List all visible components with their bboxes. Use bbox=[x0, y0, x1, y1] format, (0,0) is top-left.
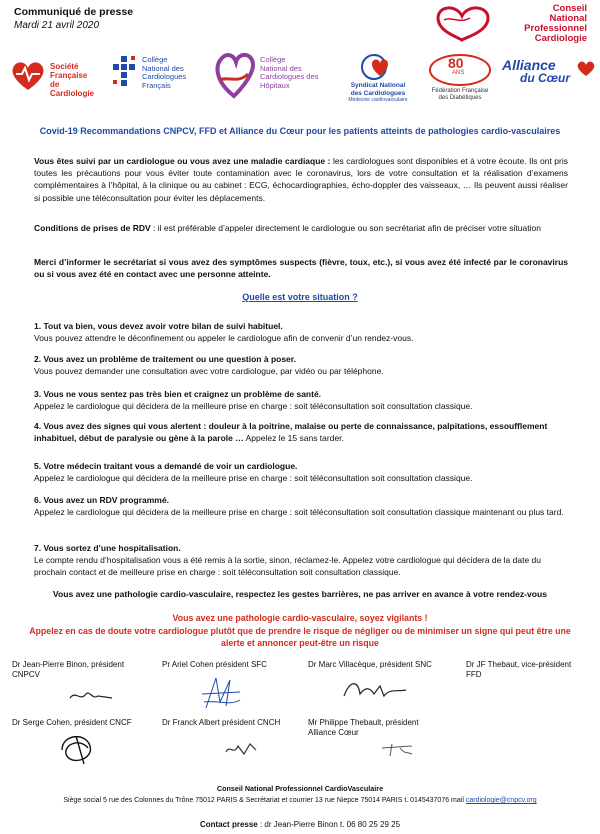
alliance-label: Alliance bbox=[502, 57, 556, 73]
situation-item bbox=[34, 420, 568, 444]
cncf-label: National des bbox=[142, 63, 184, 73]
item-question: 5. Votre médecin traitant vous a demandé de voir un cardiologue. bbox=[34, 461, 298, 471]
item-answer: Appelez le cardiologue qui décidera de la meilleure prise en charge : soit téléconsultation soit consultation classique. bbox=[34, 401, 473, 412]
rdv-lead: Conditions de prises de RDV bbox=[34, 223, 151, 233]
inform-paragraph: Merci d’informer le secrétariat si vous avez des symptômes suspects (fièvre, toux, etc.), si vous avez été infecté par le coronavirus ou si vous avez été en contact avec une personne atteinte. bbox=[34, 257, 568, 280]
barriers-note: Vous avez une pathologie cardio-vasculaire, respectez les gestes barrières, ne pas arriver en avance à votre rendez-vous bbox=[52, 589, 548, 599]
rdv-body: : il est préférable d’appeler directement le cardiologue ou son secrétariat afin de préciser votre situation bbox=[150, 223, 541, 233]
press-date: Mardi 21 avril 2020 bbox=[14, 20, 100, 31]
item-question: 7. Vous sortez d’une hospitalisation. bbox=[34, 543, 181, 553]
heart-icon bbox=[576, 60, 596, 78]
cncf-label: Collège bbox=[142, 55, 168, 64]
signature-scribble bbox=[66, 686, 116, 706]
signatory: Dr Marc Villacèque, président SNC bbox=[308, 660, 432, 669]
ffd-logo bbox=[424, 52, 496, 106]
item-question: 6. Vous avez un RDV programmé. bbox=[34, 495, 169, 505]
cnp-line: Cardiologie bbox=[534, 33, 587, 44]
item-question: 2. Vous avez un problème de traitement ou une question à poser. bbox=[34, 354, 296, 364]
situation-item bbox=[34, 320, 568, 344]
ffd-label: Fédération Française bbox=[431, 88, 489, 94]
signature-scribble bbox=[56, 730, 106, 770]
item-answer: Appelez le cardiologue qui décidera de la meilleure prise en charge : soit téléconsultation soit consultation classique. bbox=[34, 473, 473, 484]
intro-body: les cardiologues sont disponibles et à votre écoute. Ils ont pris toutes les précautions pour vous éviter toute contamination avec le coronavirus, lors de votre consultation et la réalisation d’examens complémentaires à l’hôpital, à la clinique ou au cabinet : ECG, échocardiographies, écho-doppler des vaisseaux, … Ils peuvent aussi réaliser si possible une téléconsultation pour éviter les déplacements. bbox=[34, 156, 568, 203]
press-title: Communiqué de presse bbox=[14, 6, 134, 18]
cncf-label: Cardiologues bbox=[142, 72, 187, 81]
footer-email-link[interactable]: cardiologie@cnpcv.org bbox=[465, 797, 537, 804]
footer-contact bbox=[0, 820, 600, 829]
sfc-label: Société bbox=[50, 62, 79, 71]
ffd-ans: ANS bbox=[452, 70, 465, 76]
signature-scribble bbox=[378, 740, 418, 760]
cnch-label: Collège bbox=[260, 55, 286, 64]
cnch-label: National des bbox=[260, 63, 302, 73]
situation-item bbox=[34, 460, 568, 484]
heart-logo-icon bbox=[430, 2, 500, 42]
contact-label: Contact presse bbox=[199, 820, 258, 829]
heart-outline-icon bbox=[214, 50, 256, 100]
situation-item bbox=[34, 494, 568, 518]
cncf-label: Français bbox=[142, 80, 171, 90]
cnp-logo bbox=[430, 2, 595, 42]
cnch-label: Cardiologues des bbox=[260, 72, 319, 81]
alert-line-1: Vous avez une pathologie cardio-vasculaire, soyez vigilants ! bbox=[172, 613, 428, 623]
item-question: 3. Vous ne vous sentez pas très bien et craignez un problème de santé. bbox=[34, 389, 322, 399]
signatory: Dr Franck Albert président CNCH bbox=[162, 718, 281, 727]
item-answer: Vous pouvez demander une consultation avec votre cardiologue, par vidéo ou par téléphone. bbox=[34, 366, 384, 377]
footer-address-text: Siège social 5 rue des Colonnes du Trône 75012 PARIS & Secrétariat et courrier 13 rue Niepce 75014 PARIS t. 0145437076 mail bbox=[63, 797, 464, 804]
intro-lead: Vous êtes suivi par un cardiologue ou vous avez une maladie cardiaque : bbox=[34, 156, 331, 166]
item-answer: Le compte rendu d’hospitalisation vous a été remis à la sortie, sinon, réclamez-le. Appelez votre cardiologue qui décidera de la date du prochain contact et de meilleure prise en charge : soit téléconsultation soit consultation classique. bbox=[34, 555, 541, 578]
item-answer: Appelez le cardiologue qui décidera de la meilleure prise en charge : soit téléconsultation soit consultation classique maintenant ou plus tard. bbox=[34, 507, 564, 518]
signatory: Dr Jean-Pierre Binon, président CNPCV bbox=[12, 660, 125, 679]
signature-scribble bbox=[196, 672, 246, 714]
alert-box bbox=[20, 612, 580, 650]
cnp-line: Conseil bbox=[552, 3, 587, 14]
signatory: Mr Philippe Thebault, président Alliance Cœur bbox=[308, 718, 419, 737]
item-question: 4. Vous avez des signes qui vous alertent : douleur à la poitrine, malaise ou perte de connaissance, palpitations, essoufflement inhabituel, début de paralysie ou gène à la parole … bbox=[34, 421, 548, 444]
cnch-logo bbox=[214, 50, 334, 104]
ffd-80: 80 bbox=[448, 55, 464, 71]
snc-label: Syndicat National bbox=[350, 82, 406, 89]
signatory: Dr Serge Cohen, président CNCF bbox=[12, 718, 132, 727]
snc-label: Médecine cardiovasculaire bbox=[348, 97, 408, 103]
heart-icon bbox=[10, 60, 46, 92]
cross-dots-icon bbox=[110, 54, 140, 94]
signatory: Pr Ariel Cohen président SFC bbox=[162, 660, 267, 669]
partner-logos bbox=[0, 48, 600, 108]
footer-org: Conseil National Professionnel CardioVasculaire bbox=[216, 784, 384, 793]
headline: Covid-19 Recommandations CNPCV, FFD et Alliance du Cœur pour les patients atteints de pathologies cardio-vasculaires bbox=[39, 126, 561, 136]
alert-line-2: Appelez en cas de doute votre cardiologue plutôt que de prendre le risque de négliger ou de minimiser un signe qui peut être une alerte et annoncer peut-être un risque bbox=[29, 625, 571, 648]
rdv-paragraph bbox=[34, 222, 568, 234]
cnch-label: Hôpitaux bbox=[260, 80, 290, 90]
footer-address bbox=[0, 797, 600, 804]
signatory: Dr JF Thebaut, vice-président FFD bbox=[466, 660, 572, 679]
snc-label: des Cardiologues bbox=[350, 89, 406, 97]
snc-logo bbox=[338, 52, 418, 106]
situation-item bbox=[34, 542, 568, 579]
contact-value: : dr Jean-Pierre Binon t. 06 80 25 29 25 bbox=[257, 820, 401, 829]
cnp-line: Professionnel bbox=[524, 23, 587, 34]
item-question: 1. Tout va bien, vous devez avoir votre bilan de suivi habituel. bbox=[34, 321, 283, 331]
cncf-logo bbox=[110, 52, 205, 102]
sfc-logo bbox=[10, 56, 105, 100]
signature-scribble bbox=[340, 676, 410, 704]
alliance-label: du Cœur bbox=[520, 71, 570, 85]
snc-heart-icon bbox=[356, 52, 400, 82]
sfc-label: de Cardiologie bbox=[50, 80, 95, 98]
item-answer: Vous pouvez attendre le déconfinement ou appeler le cardiologue afin de convenir d’un rendez-vous. bbox=[34, 333, 414, 344]
intro-paragraph bbox=[34, 155, 568, 204]
sfc-label: Française bbox=[50, 71, 88, 80]
signature-scribble bbox=[222, 736, 262, 762]
cnp-line: National bbox=[549, 13, 587, 24]
situation-item bbox=[34, 353, 568, 377]
situation-title: Quelle est votre situation ? bbox=[242, 292, 358, 302]
item-answer: Appelez le 15 sans tarder. bbox=[243, 433, 344, 444]
situation-item bbox=[34, 388, 568, 412]
alliance-logo bbox=[502, 58, 596, 98]
ffd-label: des Diabétiques bbox=[438, 95, 482, 101]
